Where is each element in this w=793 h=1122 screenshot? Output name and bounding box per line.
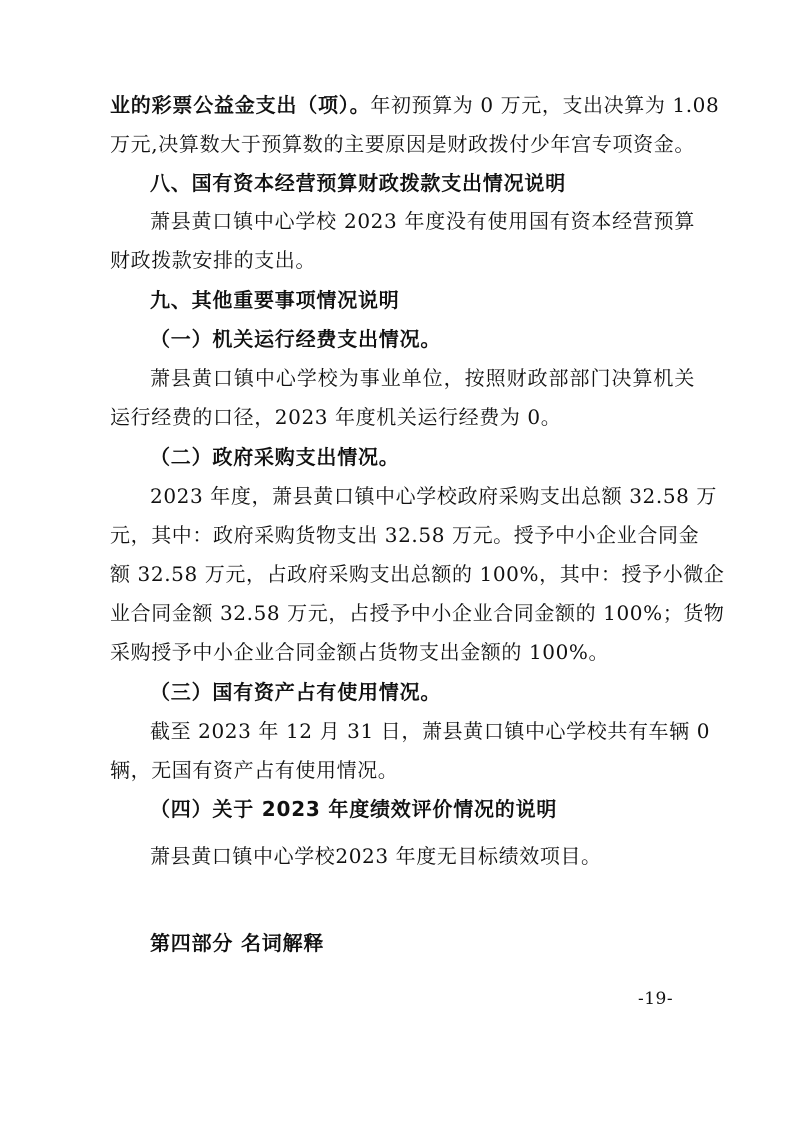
subsection-2-text-line-3: 额 32.58 万元，占政府采购支出总额的 100%，其中：授予小微企 <box>110 562 725 586</box>
lottery-expenditure-text: 年初预算为 0 万元，支出决算为 1.08 <box>370 93 720 117</box>
section-8-text-line-1: 萧县黄口镇中心学校 2023 年度没有使用国有资本经营预算 <box>150 209 695 233</box>
subsection-4-heading: （四）关于 2023 年度绩效评价情况的说明 <box>150 797 558 821</box>
subsection-1-heading: （一）机关运行经费支出情况。 <box>150 327 442 351</box>
page-number: -19- <box>638 989 674 1009</box>
subsection-2-text-line-2: 元，其中：政府采购货物支出 32.58 万元。授予中小企业合同金 <box>110 523 700 547</box>
subsection-1-text-line-2: 运行经费的口径，2023 年度机关运行经费为 0。 <box>110 405 562 429</box>
lottery-expenditure-label: 业的彩票公益金支出（项）。 <box>110 93 371 117</box>
subsection-2-text-line-5: 采购授予中小企业合同金额占货物支出金额的 100%。 <box>110 640 610 664</box>
section-9-heading: 九、其他重要事项情况说明 <box>150 288 400 312</box>
subsection-3-text-line-1: 截至 2023 年 12 月 31 日，萧县黄口镇中心学校共有车辆 0 <box>150 719 711 743</box>
section-8-heading: 八、国有资本经营预算财政拨款支出情况说明 <box>150 171 566 195</box>
subsection-1-text-line-1: 萧县黄口镇中心学校为事业单位，按照财政部部门决算机关 <box>150 366 695 390</box>
section-8-text-line-2: 财政拨款安排的支出。 <box>110 248 316 272</box>
subsection-2-text-line-4: 业合同金额 32.58 万元，占授予中小企业合同金额的 100%；货物 <box>110 601 725 625</box>
subsection-3-heading: （三）国有资产占有使用情况。 <box>150 680 442 704</box>
paragraph-lottery-expenditure-line-1 <box>110 91 720 119</box>
subsection-2-heading: （二）政府采购支出情况。 <box>150 445 400 469</box>
paragraph-lottery-expenditure-line-2: 万元,决算数大于预算数的主要原因是财政拨付少年宫专项资金。 <box>110 132 695 156</box>
part-4-heading: 第四部分 名词解释 <box>150 931 325 955</box>
subsection-4-text-line-1: 萧县黄口镇中心学校2023 年度无目标绩效项目。 <box>150 844 602 868</box>
subsection-3-text-line-2: 辆，无国有资产占有使用情况。 <box>110 758 399 782</box>
subsection-2-text-line-1: 2023 年度，萧县黄口镇中心学校政府采购支出总额 32.58 万 <box>150 484 718 508</box>
